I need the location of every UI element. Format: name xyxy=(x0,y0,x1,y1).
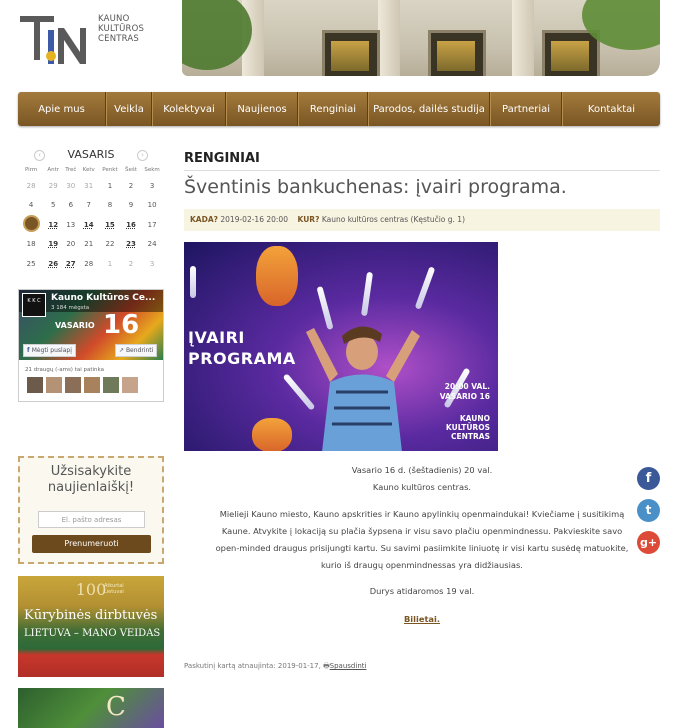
when-label: KADA? xyxy=(190,215,218,224)
calendar-day-event[interactable]: 15 xyxy=(105,220,115,229)
description-line: Mielieji Kauno miesto, Kauno apskrities ir Kauno apylinkių openmaindukai! Kviečiame į susitikimą xyxy=(219,509,625,519)
facebook-friends-text: 21 draugų (-ams) tai patinka xyxy=(25,367,104,373)
calendar-day-selected[interactable] xyxy=(18,215,44,235)
nav-apie-mus[interactable]: Apie mus xyxy=(18,92,106,126)
event-meta xyxy=(184,209,660,231)
event-date-line: Vasario 16 d. (šeštadienis) 20 val. xyxy=(351,465,493,475)
flower-decoration xyxy=(256,246,298,306)
friend-avatar[interactable] xyxy=(103,377,119,393)
doors-open-text: Durys atidaromos 19 val. xyxy=(369,586,475,596)
nav-parodos[interactable]: Parodos, dailės studija xyxy=(368,92,490,126)
calendar-next-icon[interactable]: › xyxy=(137,150,148,161)
calendar-day: 28 xyxy=(26,181,36,190)
secondary-banner[interactable] xyxy=(18,688,164,728)
calendar-day: 28 xyxy=(84,259,94,268)
nav-partneriai[interactable]: Partneriai xyxy=(490,92,562,126)
calendar-day: 20 xyxy=(66,240,76,249)
description-line: open-minded draugus prisijungti kartu. Su savimi pasiimkite liniuotę ir visi kartu susėdę matuokite, xyxy=(215,543,629,553)
logo-line-2: KULTŪROS xyxy=(98,24,145,34)
facebook-likes-count: 3 184 mėgsta xyxy=(51,305,90,311)
facebook-cover[interactable] xyxy=(19,290,163,360)
calendar-day-event[interactable]: 26 xyxy=(48,259,59,268)
weekday-label: Pirm xyxy=(24,167,38,173)
nav-veikla[interactable]: Veikla xyxy=(106,92,152,126)
logo-mark-icon xyxy=(18,10,96,70)
weekday-label: Šešt xyxy=(125,167,137,173)
event-poster[interactable] xyxy=(184,242,498,451)
friend-avatar[interactable] xyxy=(27,377,43,393)
calendar-day: 9 xyxy=(128,201,134,210)
calendar-day: 18 xyxy=(26,240,36,249)
facebook-like-button[interactable] xyxy=(23,344,76,357)
facebook-widget xyxy=(18,289,164,402)
facebook-icon: f xyxy=(27,347,32,354)
poster-date: VASARIO 16 xyxy=(439,392,490,401)
logo-line-3: CENTRAS xyxy=(98,34,140,44)
calendar-day: 7 xyxy=(86,201,91,210)
facebook-share-label: Bendrinti xyxy=(125,347,154,354)
facebook-page-name[interactable]: Kauno Kultūros Ce... xyxy=(51,293,156,303)
share-icon: ↗ xyxy=(119,347,126,354)
calendar-day: 13 xyxy=(66,220,76,229)
calendar-day-event[interactable]: 14 xyxy=(83,220,94,229)
poster-line-1: ĮVAIRI xyxy=(188,328,245,347)
calendar-day: 2 xyxy=(128,259,134,268)
nav-kolektyvai[interactable]: Kolektyvai xyxy=(152,92,226,126)
calendar-day: 30 xyxy=(66,181,76,190)
calendar-prev-icon[interactable]: ‹ xyxy=(34,150,45,161)
poster-place-2: KULTŪROS xyxy=(445,423,490,432)
calendar-day: 3 xyxy=(149,181,155,190)
juggling-club xyxy=(361,272,373,316)
newsletter-box xyxy=(18,456,164,564)
newsletter-title: Užsisakykite naujienlaiškį! xyxy=(47,464,135,495)
logo-text xyxy=(98,14,144,44)
banner-letter: C xyxy=(106,692,126,722)
poster-place-3: CENTRAS xyxy=(450,432,490,441)
event-when-paragraph xyxy=(184,462,660,496)
event-description xyxy=(184,506,660,574)
calendar-day: 5 xyxy=(51,201,56,210)
nav-renginiai[interactable]: Renginiai xyxy=(298,92,368,126)
facebook-cover-text: VASARIO xyxy=(55,321,95,330)
google-plus-share-icon[interactable]: g+ xyxy=(637,531,660,554)
calendar-day: 21 xyxy=(84,240,94,249)
facebook-cover-number: 16 xyxy=(103,310,140,340)
event-calendar xyxy=(18,146,164,274)
calendar-day: 1 xyxy=(107,259,113,268)
weekday-label: Ketv xyxy=(82,167,95,173)
print-link[interactable]: Spausdinti xyxy=(329,662,367,670)
nav-kontaktai[interactable]: Kontaktai xyxy=(562,92,660,126)
calendar-day: 2 xyxy=(128,181,134,190)
calendar-day-event[interactable]: 16 xyxy=(126,220,136,229)
calendar-day-event[interactable]: 23 xyxy=(126,240,136,249)
poster-time: 20:00 VAL. xyxy=(444,382,490,391)
calendar-day: 17 xyxy=(147,220,157,229)
friend-avatar[interactable] xyxy=(46,377,62,393)
poster-place-1: KAUNO xyxy=(459,414,490,423)
section-title: RENGINIAI xyxy=(184,151,660,171)
weekday-label: Sekm xyxy=(144,167,160,173)
weekday-label: Treč xyxy=(65,167,77,173)
where-value: Kauno kultūros centras (Kęstučio g. 1) xyxy=(321,215,466,224)
banner-100-subtitle: Atkurtai Lietuvai xyxy=(104,583,124,595)
weekday-label: Antr xyxy=(47,167,60,173)
calendar-day: 3 xyxy=(149,259,155,268)
header-image xyxy=(182,0,660,76)
tickets-paragraph xyxy=(184,611,660,628)
calendar-day: 25 xyxy=(26,259,36,268)
banner-100-logo: 100 xyxy=(75,580,107,599)
tickets-link[interactable]: Bilietai. xyxy=(403,614,441,624)
friend-avatar[interactable] xyxy=(84,377,100,393)
calendar-day: 1 xyxy=(107,181,113,190)
when-value: 2019-02-16 20:00 xyxy=(220,215,288,224)
banner-line-1: Kūrybinės dirbtuvės xyxy=(24,608,158,623)
main-nav xyxy=(18,92,660,126)
calendar-day: 24 xyxy=(147,240,157,249)
friend-avatar[interactable] xyxy=(122,377,138,393)
poster-headline xyxy=(188,327,296,369)
calendar-day: 8 xyxy=(107,201,113,210)
calendar-day: 31 xyxy=(84,181,94,190)
banner-line-2: LIETUVA – MANO VEIDAS xyxy=(24,628,161,639)
facebook-like-label: Mėgti puslapį xyxy=(31,347,72,354)
calendar-day-event[interactable]: 27 xyxy=(65,259,76,268)
calendar-day: 6 xyxy=(68,201,74,210)
where-label: KUR? xyxy=(297,215,320,224)
last-updated-text: Paskutinį kartą atnaujinta: 2019-01-17, xyxy=(184,662,321,670)
juggling-club xyxy=(415,266,436,309)
facebook-page-logo: K K C xyxy=(22,293,46,317)
calendar-day: 4 xyxy=(28,201,34,210)
event-place-line: Kauno kultūros centras. xyxy=(372,482,472,492)
subscribe-button[interactable]: Prenumeruoti xyxy=(32,535,151,553)
poster-line-2: PROGRAMA xyxy=(188,349,296,368)
newsletter-email-input[interactable]: El. pašto adresas xyxy=(38,511,145,528)
calendar-day-event[interactable]: 19 xyxy=(48,240,59,249)
workshop-banner[interactable] xyxy=(18,576,164,677)
calendar-day: 10 xyxy=(147,201,157,210)
print-icon[interactable]: 🖶 xyxy=(323,662,330,670)
calendar-day: 29 xyxy=(48,181,58,190)
description-line: kurio iš draugų openmindnessas yra didžiausias. xyxy=(321,560,523,570)
calendar-month: VASARIS xyxy=(67,148,115,161)
last-updated xyxy=(184,662,366,673)
flower-decoration xyxy=(252,418,292,451)
performer-figure xyxy=(302,312,432,451)
selected-day-marker xyxy=(23,215,40,232)
friend-avatar[interactable] xyxy=(65,377,81,393)
description-line: Kaune. Atvykite į lokaciją su plačia šypsena ir visu savo plačiu openmindnessu. Pakvieskite savo xyxy=(221,526,623,536)
weekday-label: Penkt xyxy=(102,167,118,173)
nav-naujienos[interactable]: Naujienos xyxy=(226,92,298,126)
logo-line-1: KAUNO xyxy=(98,14,130,24)
facebook-share-button[interactable] xyxy=(115,344,157,357)
calendar-day: 22 xyxy=(105,240,115,249)
juggling-club xyxy=(190,266,196,298)
calendar-day-event[interactable]: 12 xyxy=(48,220,59,229)
facebook-share-icon[interactable]: f xyxy=(637,467,660,490)
site-logo[interactable] xyxy=(18,8,168,70)
twitter-share-icon[interactable]: t xyxy=(637,499,660,522)
event-title: Šventinis bankuchenas: įvairi programa. xyxy=(184,176,567,198)
